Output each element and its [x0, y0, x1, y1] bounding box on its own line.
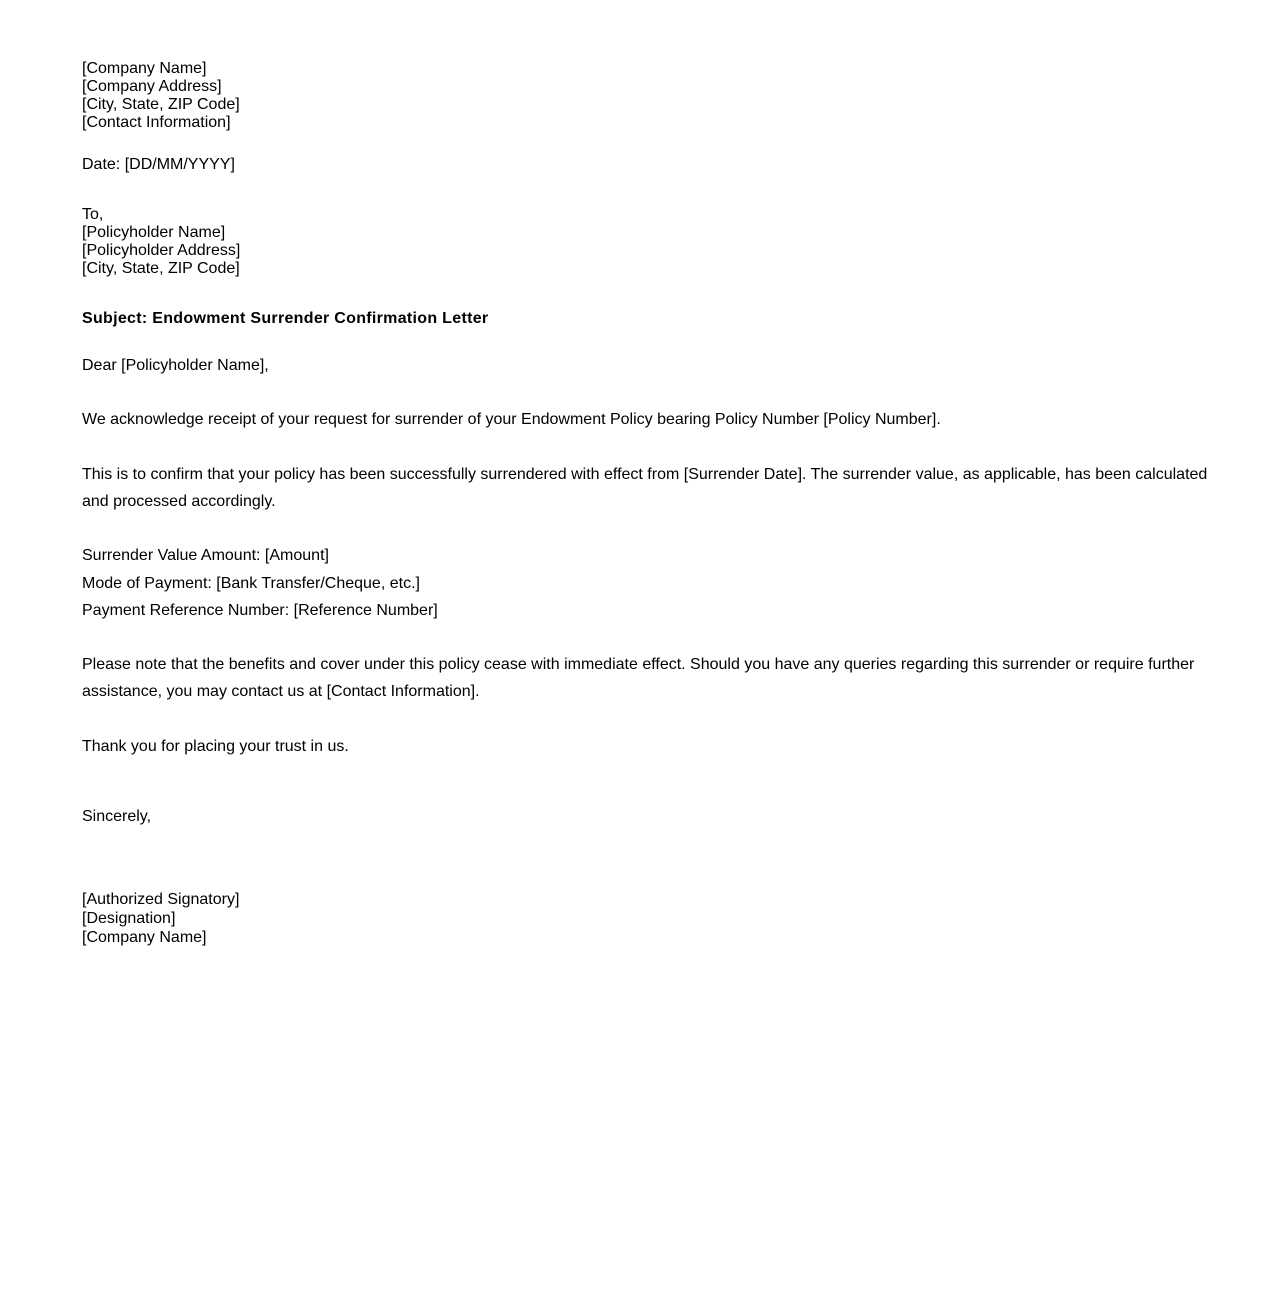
- body-paragraph-acknowledgement: We acknowledge receipt of your request for surrender of your Endowment Policy bearing Policy Number [Policy Number].: [82, 411, 941, 428]
- signatory-designation: [Designation]: [82, 910, 176, 927]
- body-paragraph-confirmation: This is to confirm that your policy has been successfully surrendered with effect from [Surrender Date]. The surrender value, as applicable, has been calculated and processed accordingly.: [82, 466, 1208, 510]
- signatory-company-name: [Company Name]: [82, 929, 207, 946]
- sender-contact-information: [Contact Information]: [82, 114, 231, 131]
- thanks-line: Thank you for placing your trust in us.: [82, 738, 349, 755]
- body-paragraph-closing: Please note that the benefits and cover under this policy cease with immediate effect. Should you have any queries regarding this surrender or require further assistance, you may contact us at [Contact Information].: [82, 656, 1195, 700]
- recipient-to: To,: [82, 206, 104, 223]
- subject-line: Subject: Endowment Surrender Confirmation Letter: [82, 310, 489, 327]
- detail-payment-mode: Mode of Payment: [Bank Transfer/Cheque, etc.]: [82, 575, 420, 592]
- detail-surrender-value: Surrender Value Amount: [Amount]: [82, 547, 329, 564]
- recipient-address: [Policyholder Address]: [82, 242, 241, 259]
- salutation: Dear [Policyholder Name],: [82, 357, 269, 374]
- sender-company-address: [Company Address]: [82, 78, 222, 95]
- signatory-name: [Authorized Signatory]: [82, 891, 240, 908]
- recipient-name: [Policyholder Name]: [82, 224, 226, 241]
- sender-city-state-zip: [City, State, ZIP Code]: [82, 96, 240, 113]
- sender-company-name: [Company Name]: [82, 60, 207, 77]
- date-line: Date: [DD/MM/YYYY]: [82, 156, 235, 173]
- detail-payment-reference: Payment Reference Number: [Reference Number]: [82, 602, 438, 619]
- recipient-city-state-zip: [City, State, ZIP Code]: [82, 260, 240, 277]
- sign-off: Sincerely,: [82, 808, 152, 825]
